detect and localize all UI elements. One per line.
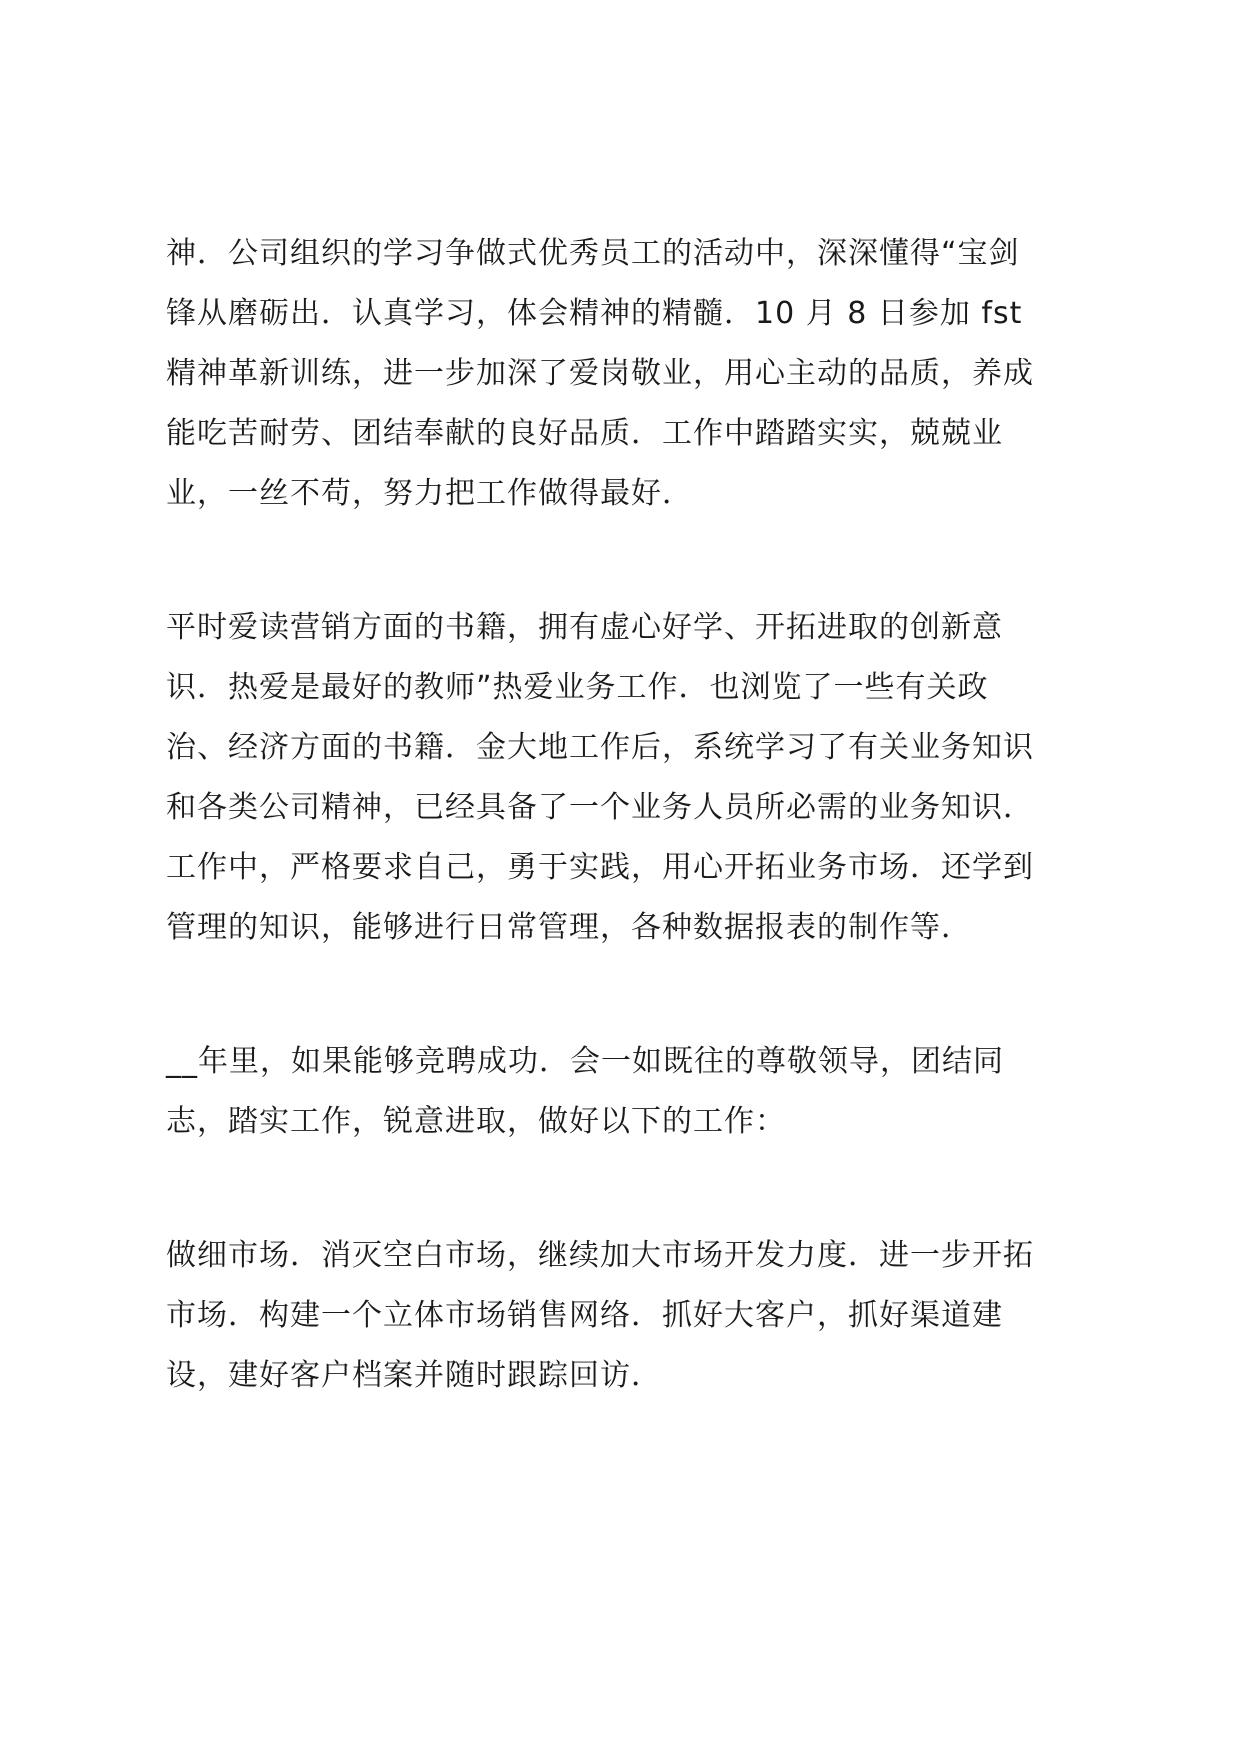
paragraph-1 bbox=[166, 224, 1096, 524]
paragraph-spacer bbox=[166, 958, 1096, 1032]
text-line: 精神革新训练，进一步加深了爱岗敬业，用心主动的品质，养成 bbox=[166, 356, 1034, 391]
paragraph-2 bbox=[166, 598, 1096, 958]
text-line: 和各类公司精神，已经具备了一个业务人员所必需的业务知识． bbox=[166, 790, 1034, 825]
text-line: 市场．构建一个立体市场销售网络．抓好大客户，抓好渠道建 bbox=[166, 1298, 1003, 1333]
text-line: 能吃苦耐劳、团结奉献的良好品质．工作中踏踏实实，兢兢业 bbox=[166, 416, 1003, 451]
document-body bbox=[166, 224, 1096, 1406]
text-line: 业，一丝不苟，努力把工作做得最好． bbox=[166, 476, 693, 511]
text-line: 工作中，严格要求自己，勇于实践，用心开拓业务市场．还学到 bbox=[166, 850, 1034, 885]
paragraph-spacer bbox=[166, 1152, 1096, 1226]
text-line: 治、经济方面的书籍．金大地工作后，系统学习了有关业务知识 bbox=[166, 730, 1034, 765]
text-line: 志，踏实工作，锐意进取，做好以下的工作： bbox=[166, 1104, 786, 1139]
text-line: 锋从磨砺出．认真学习，体会精神的精髓．10 月 8 日参加 fst bbox=[166, 296, 1023, 331]
text-line: 神．公司组织的学习争做式优秀员工的活动中，深深懂得“宝剑 bbox=[166, 236, 1020, 271]
paragraph-3 bbox=[166, 1032, 1096, 1152]
text-line: 识．热爱是最好的教师”热爱业务工作．也浏览了一些有关政 bbox=[166, 670, 989, 705]
text-line: __年里，如果能够竞聘成功．会一如既往的尊敬领导，团结同 bbox=[166, 1044, 1004, 1079]
text-line: 做细市场．消灭空白市场，继续加大市场开发力度．进一步开拓 bbox=[166, 1238, 1034, 1273]
text-line: 设，建好客户档案并随时跟踪回访． bbox=[166, 1358, 662, 1393]
paragraph-spacer bbox=[166, 524, 1096, 598]
paragraph-4 bbox=[166, 1226, 1096, 1406]
text-line: 平时爱读营销方面的书籍，拥有虚心好学、开拓进取的创新意 bbox=[166, 610, 1003, 645]
text-line: 管理的知识，能够进行日常管理，各种数据报表的制作等． bbox=[166, 910, 972, 945]
